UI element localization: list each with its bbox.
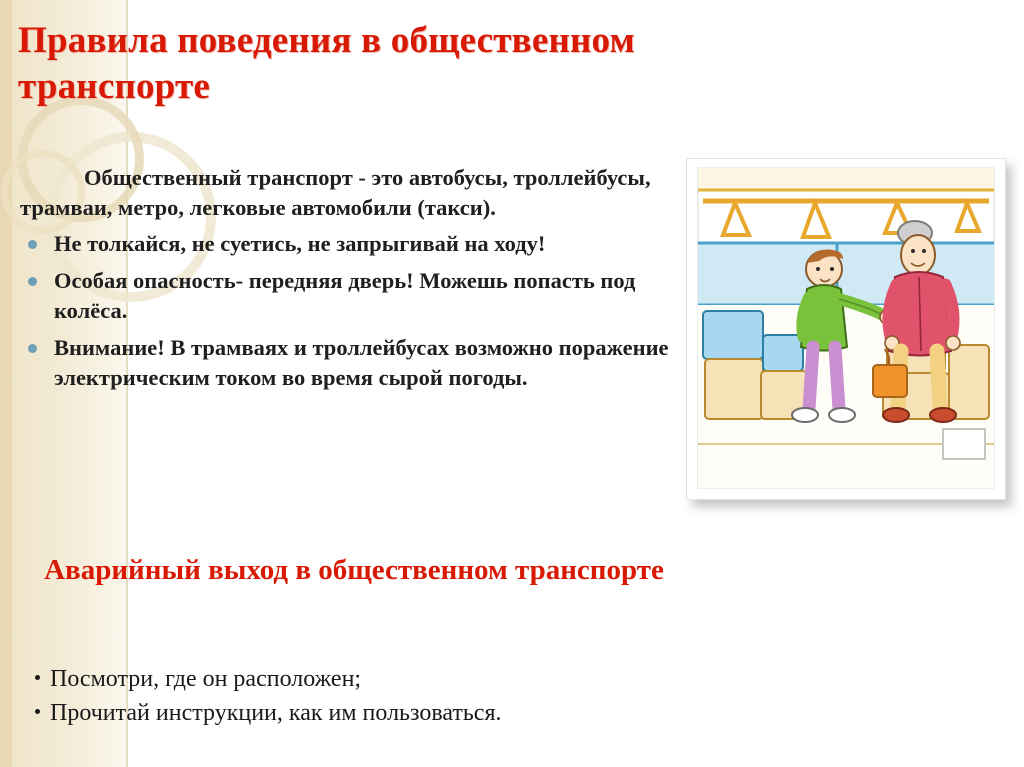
section-heading: Аварийный выход в общественном транспорте [44,554,664,586]
bullet-dot-icon [28,344,37,353]
bullet-dot-icon [28,277,37,286]
list-item [20,229,680,259]
list-item-text: Прочитай инструкции, как им пользоваться. [50,700,502,727]
bus-interior-illustration [686,158,1006,500]
intro-paragraph: Общественный транспорт - это автобусы, троллейбусы, трамваи, метро, легковые автомобили (такси). [20,165,651,220]
list-item [20,333,680,393]
list-item-text: Не толкайся, не суетись, не запрыгивай на ходу! [54,230,546,256]
decorative-band-stripe [0,0,12,767]
list-item-text: Внимание! В трамваях и троллейбусах возможно поражение электрическим током во время сырой погоды. [54,334,669,390]
list-item [34,696,754,730]
page-title: Правила поведения в общественном транспорте [18,20,635,108]
body-content [20,163,680,399]
list-item-text: Особая опасность- передняя дверь! Можешь попасть под колёса. [54,267,636,323]
rules-list [20,229,680,393]
list-item [20,266,680,326]
emergency-exit-list [34,662,754,730]
bus-interior-illustration-svg [687,159,1005,499]
bullet-dot-icon [35,675,40,680]
bullet-dot-icon [28,240,37,249]
list-item [34,662,754,696]
list-item-text: Посмотри, где он расположен; [50,666,362,692]
bullet-dot-icon [35,709,40,714]
